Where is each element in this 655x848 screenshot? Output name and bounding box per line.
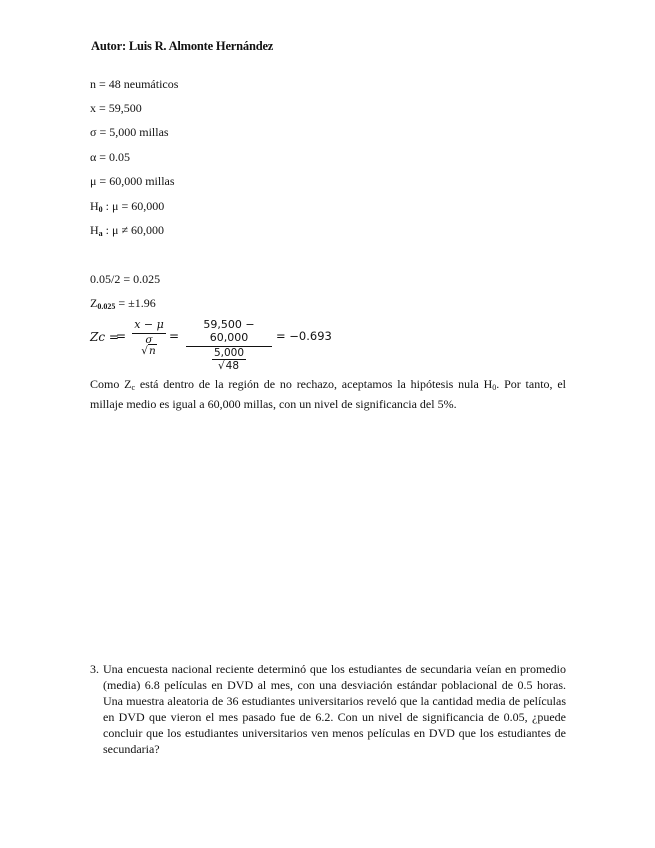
frac2-numerator: 59,500 − 60,000 — [203, 318, 255, 344]
frac2-den-top: 5,000 — [213, 347, 245, 359]
sqrt-icon: √ — [141, 345, 148, 357]
given-alpha: α = 0.05 — [90, 150, 131, 164]
ha-subscript: a — [98, 229, 103, 238]
conclusion-part2: está dentro de la región de no rechazo, aceptamos la hipótesis nula H — [135, 377, 493, 391]
formula-equals-1: = — [116, 329, 127, 343]
conclusion-paragraph — [90, 376, 566, 412]
given-mu: μ = 60,000 millas — [90, 174, 175, 188]
frac2-den-48: 48 — [225, 360, 240, 372]
formula-result: = −0.693 — [276, 329, 332, 343]
ha-label: H — [90, 223, 99, 237]
h0-label: H — [90, 199, 99, 213]
z-value: = ±1.96 — [115, 296, 156, 310]
formula-fraction-symbolic — [132, 318, 166, 357]
critical-z — [90, 296, 156, 311]
given-n: n = 48 neumáticos — [90, 77, 179, 91]
h0-statement: : μ = 60,000 — [102, 199, 165, 213]
null-hypothesis — [90, 199, 164, 214]
conclusion-part1: Como Z — [90, 377, 132, 391]
problem-text: Una encuesta nacional reciente determinó que los estudiantes de secundaria veían en promedio (media) 6.8 películas en DVD al mes, con una desviación estándar poblacional de 0.5 horas. Una muestra aleatoria de 36 estudiantes universitarios reveló que la cantidad media de películas en DVD que vieron el mes pasado fue de 6.2. Con un nivel de significancia de 0.05, ¿puede concluir que los estudiantes universitarios ven menos películas en DVD que los estudiantes de secundaria? — [103, 662, 566, 756]
frac1-den-n: n — [148, 345, 156, 357]
zc-subscript: c — [131, 383, 136, 392]
frac1-numerator: x − μ — [134, 318, 164, 331]
h0-subscript-inline: 0 — [492, 383, 497, 392]
formula-fraction-numeric — [186, 318, 272, 373]
h0-subscript: 0 — [98, 205, 103, 214]
author-heading: Autor: Luis R. Almonte Hernández — [91, 39, 274, 53]
half-alpha: 0.05/2 = 0.025 — [90, 272, 161, 286]
z-subscript: 0.025 — [97, 302, 116, 311]
problem-number: 3. — [90, 662, 99, 676]
frac1-den-sigma: σ — [145, 334, 153, 346]
frac2-den-sqrt — [186, 359, 272, 373]
conclusion-part3: . Por tanto, el millaje medio es igual a 60,000 millas, con un nivel de significancia del 5%. — [90, 377, 566, 411]
test-statistic-formula — [90, 318, 350, 370]
z-label: Z — [90, 296, 98, 310]
frac2-den-top-row — [186, 348, 272, 359]
given-x: x = 59,500 — [90, 101, 142, 115]
formula-lhs: Zc = — [90, 330, 119, 344]
given-sigma: σ = 5,000 millas — [90, 125, 169, 139]
formula-equals-2: = — [169, 329, 180, 343]
frac1-den-sqrt — [132, 345, 166, 357]
ha-statement: : μ ≠ 60,000 — [102, 223, 165, 237]
sqrt-icon: √ — [217, 360, 225, 372]
alt-hypothesis — [90, 223, 164, 238]
